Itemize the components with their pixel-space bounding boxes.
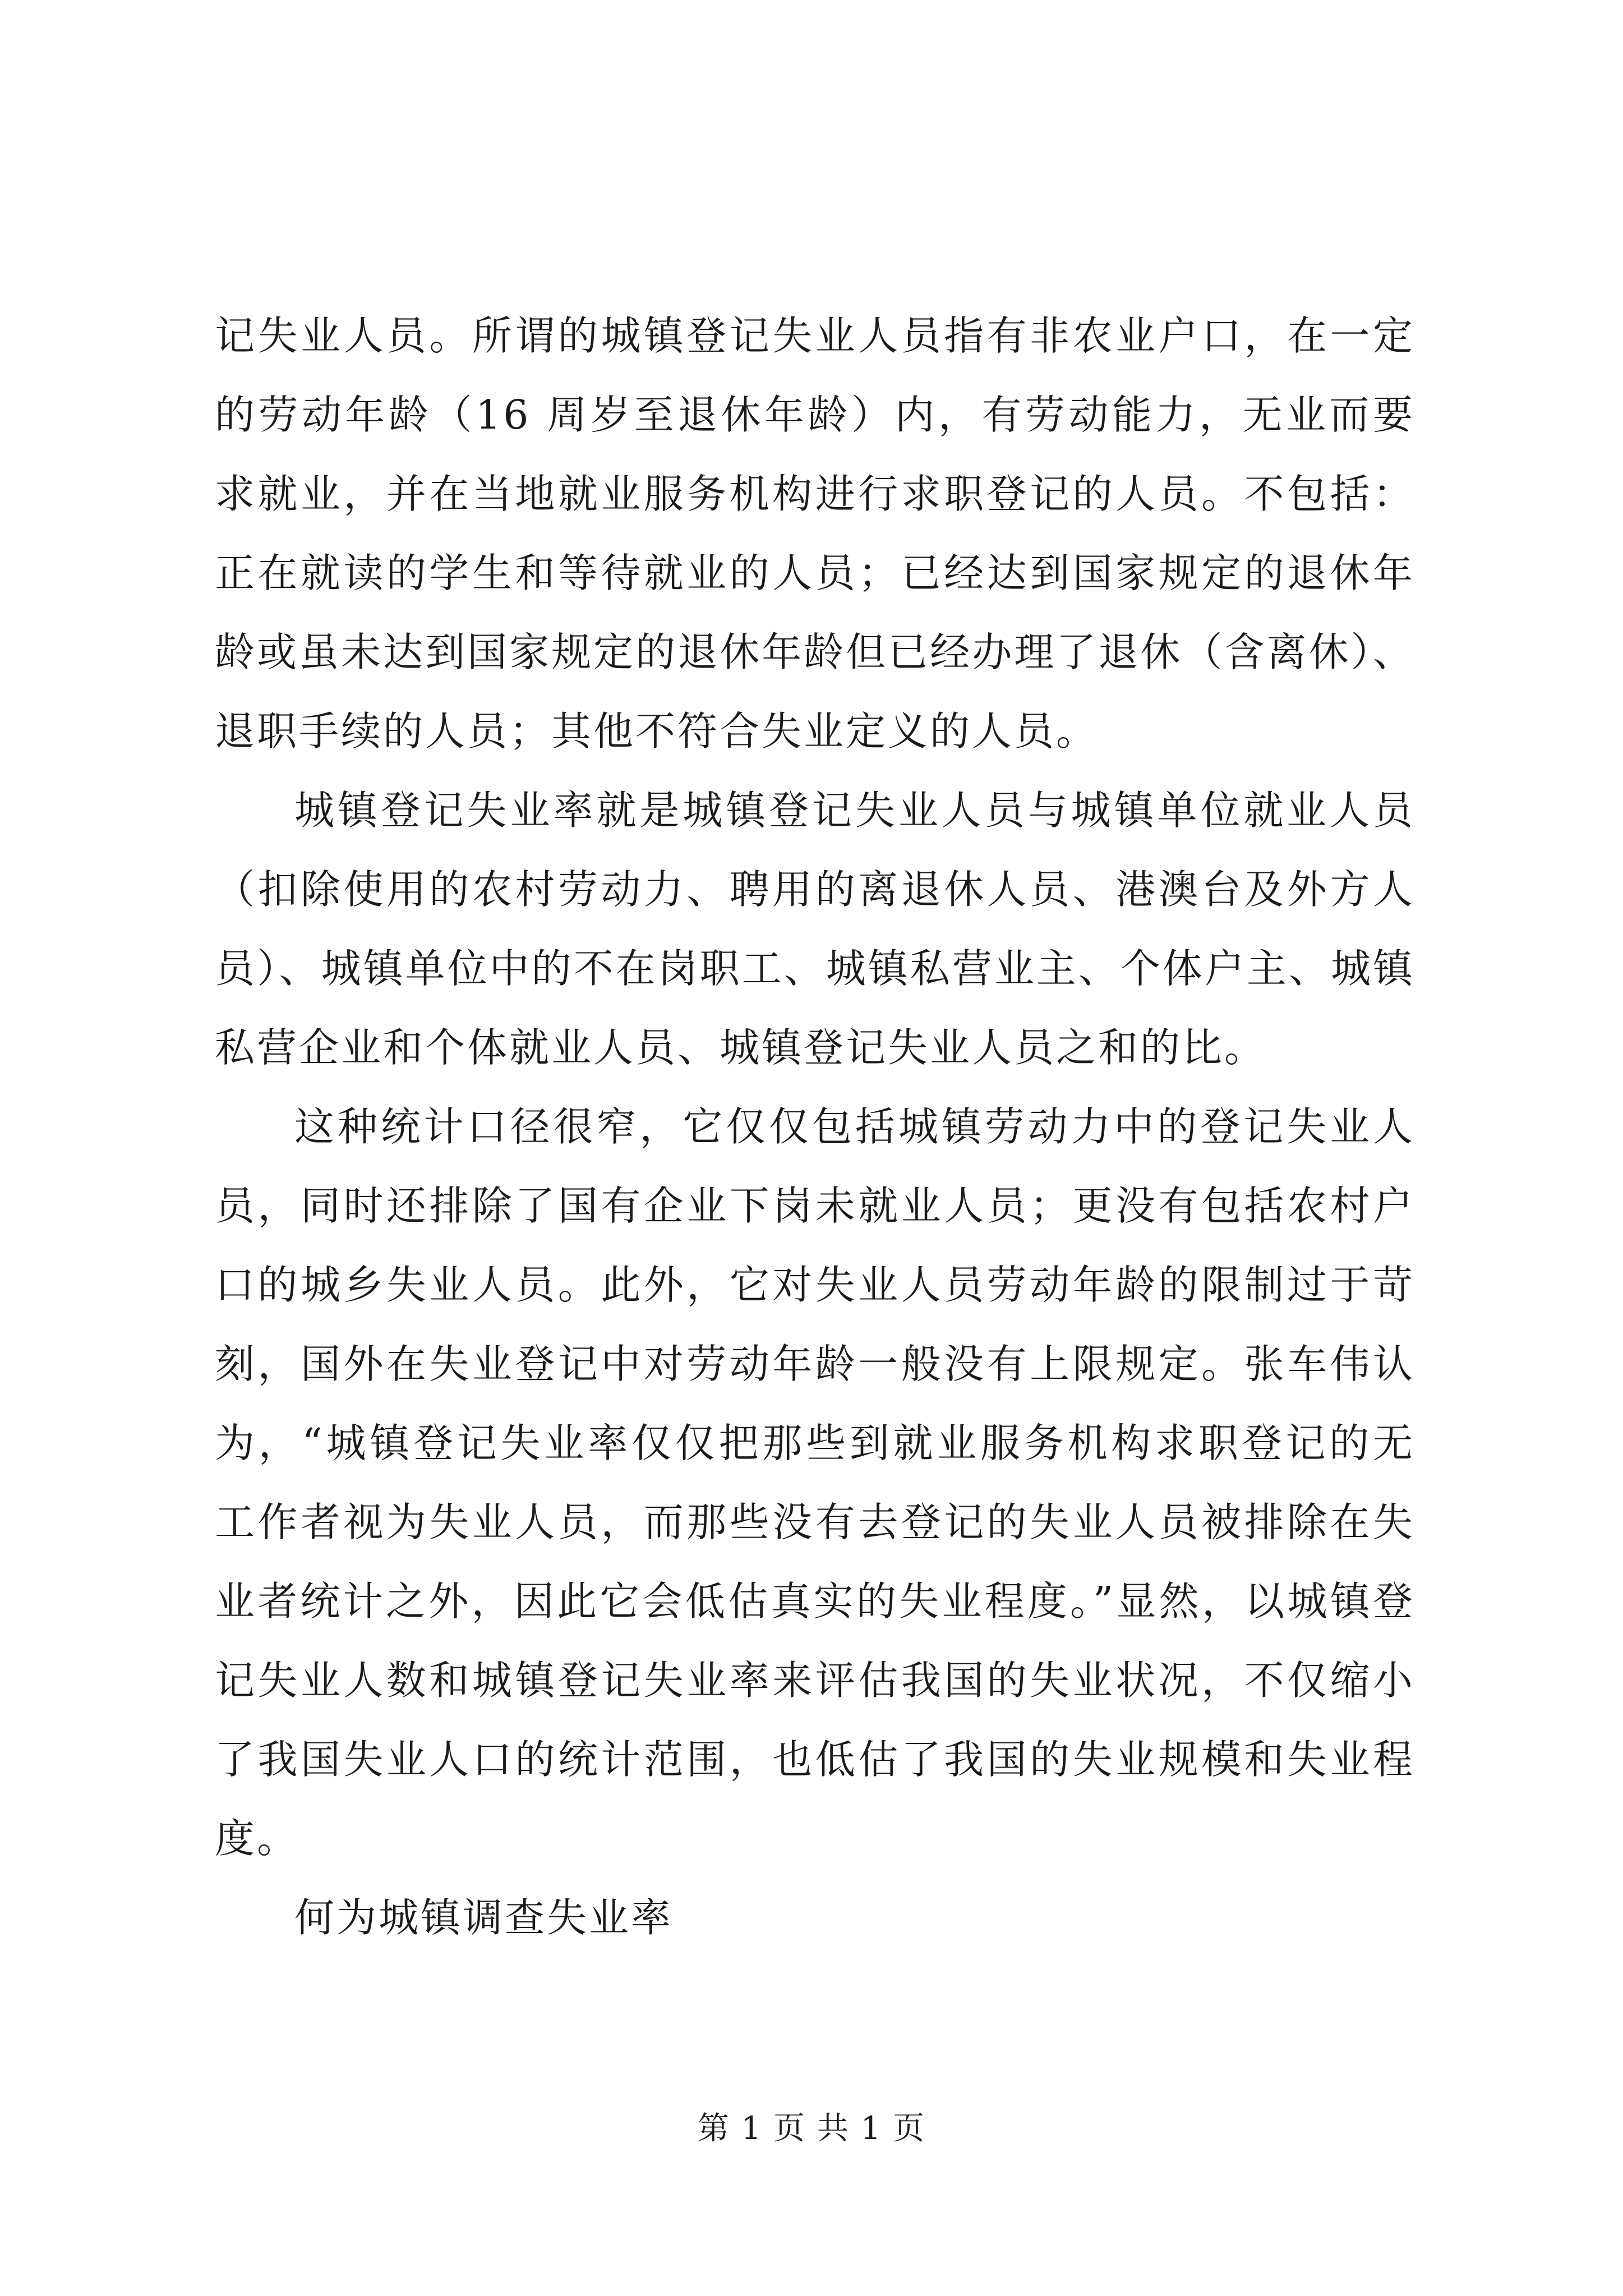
section-heading: 何为城镇调查失业率	[294, 1894, 674, 1941]
document-body	[215, 296, 1415, 1957]
paragraph-registered-rate: 城镇登记失业率就是城镇登记失业人员与城镇单位就业人员（扣除使用的农村劳动力、聘用的离退休人员、港澳台及外方人员）、城镇单位中的不在岗职工、城镇私营业主、个体户主、城镇私营企业和个体就业人员、城镇登记失业人员之和的比。	[215, 787, 1415, 1071]
page-footer: 第 1 页 共 1 页	[697, 2110, 926, 2147]
paragraph-statistical-scope: 这种统计口径很窄，它仅仅包括城镇劳动力中的登记失业人员，同时还排除了国有企业下岗未就业人员；更没有包括农村户口的城乡失业人员。此外，它对失业人员劳动年龄的限制过于苛刻，国外在失业登记中对劳动年龄一般没有上限规定。张车伟认为，“城镇登记失业率仅仅把那些到就业服务机构求职登记的无工作者视为失业人员，而那些没有去登记的失业人员被排除在失业者统计之外，因此它会低估真实的失业程度。”显然，以城镇登记失业人数和城镇登记失业率来评估我国的失业状况，不仅缩小了我国失业人口的统计范围，也低估了我国的失业规模和失业程度。	[215, 1103, 1415, 1862]
paragraph-continued: 记失业人员。所谓的城镇登记失业人员指有非农业户口，在一定的劳动年龄（16 周岁至退休年龄）内，有劳动能力，无业而要求就业，并在当地就业服务机构进行求职登记的人员。不包括：正在就读的学生和等待就业的人员；已经达到国家规定的退休年龄或虽未达到国家规定的退休年龄但已经办理了退休（含离休）、退职手续的人员；其他不符合失业定义的人员。	[215, 312, 1415, 754]
